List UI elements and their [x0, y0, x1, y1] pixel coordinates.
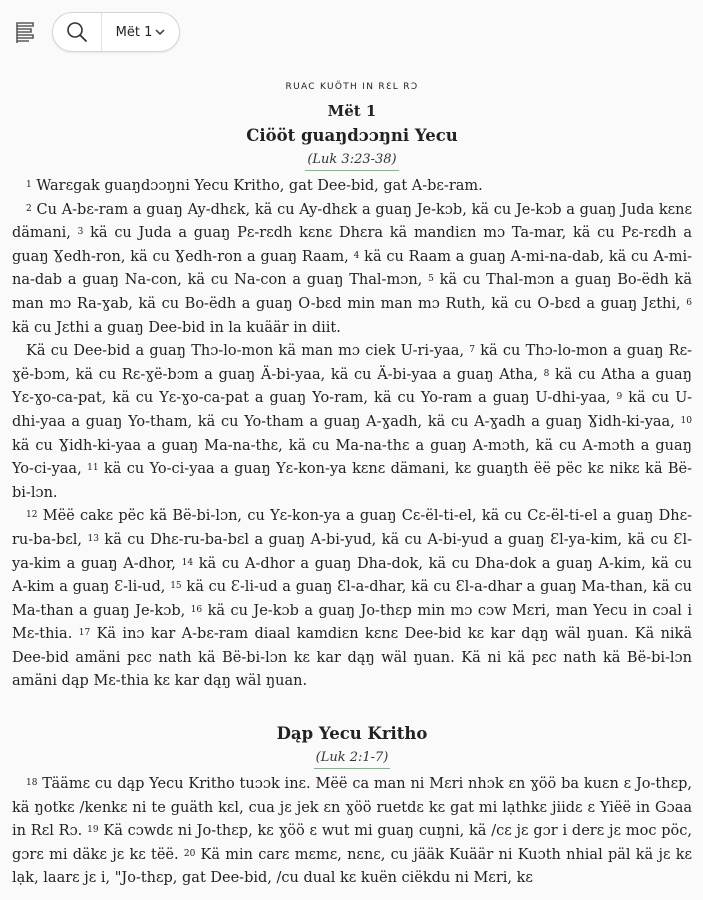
verse-text: Warɛgak guaŋdɔɔŋni Yecu Kritho, gat Dee-bid, gat A-bɛ-ram.: [31, 178, 483, 194]
book-title: RUAC KUÖTH IN RƐL RƆ: [285, 82, 419, 92]
verse-number: 13: [87, 533, 99, 544]
section-heading: Dąp Yecu Kritho: [276, 724, 428, 744]
verse-number: 7: [469, 345, 476, 356]
verse-text: kä cu Yo-ci-yaa a guaŋ Yɛ-kon-ya kɛnɛ dämani, kɛ guaŋth ëë pëc kɛ nikɛ kä Bë-bi-lɔn.: [12, 461, 692, 501]
verse-text: kä cu Raam a guaŋ A-mi-na-dab, kä cu A-mi-na-dab a guaŋ Na-con, kä cu Na-con a guaŋ Thal-mɔn,: [12, 248, 692, 289]
verse-number: 18: [26, 778, 38, 789]
verse-text: kä cu Thal-mɔn a guaŋ Bo-ëdh kä man mɔ Ra-ɣab, kä cu Bo-ëdh a guaŋ O-bɛd min man mɔ Ruth, kä cu O-bɛd a guaŋ Jɛthi,: [12, 272, 692, 312]
verse-text: Kä cu Dee-bid a guaŋ Thɔ-lo-mon kä man mɔ ciek U-ri-yaa,: [26, 343, 470, 360]
paragraph: [12, 199, 692, 341]
verse-number: 2: [26, 203, 32, 214]
menu-button[interactable]: [14, 20, 38, 46]
verse-text: kä cu Dhɛ-ru-ba-bɛl a guaŋ A-bi-yud, kä cu A-bi-yud a guaŋ Ɛl-ya-kim, kä cu Ɛl-ya-kim a guaŋ A-dhor,: [12, 531, 692, 572]
verse-number: 17: [78, 628, 91, 639]
verse-number: 16: [190, 604, 203, 615]
cross-reference-link[interactable]: (Luk 2:1-7): [314, 748, 391, 769]
verse-text: kä cu Thɔ-lo-mon a guaŋ Rɛ-ɣë-bɔm, kä cu Rɛ-ɣë-bɔm a guaŋ Ä-bi-yaa, kä cu Ä-bi-yaa a guaŋ Atha,: [12, 343, 692, 383]
verse-number: 1: [26, 180, 32, 190]
section-paragraphs: [12, 773, 692, 891]
chapter-title: Mët 1: [327, 102, 377, 120]
verse-text: Cu A-bɛ-ram a guaŋ Ay-dhɛk, kä cu Ay-dhɛk a guaŋ Je-kɔb, kä cu Je-kɔb a guaŋ Juda kɛnɛ dämani,: [12, 201, 692, 242]
chevron-down-icon: [155, 28, 165, 36]
paragraph: [12, 340, 692, 505]
verse-number: 19: [87, 825, 99, 836]
verse-text: kä cu U-dhi-yaa a guaŋ Yo-tham, kä cu Yo-tham a guaŋ A-ɣadh, kä cu A-ɣadh a guaŋ Ɣidh-ki-yaa,: [12, 390, 692, 430]
verse-text: Kä min carɛ mɛmɛ, nɛnɛ, cu jääk Kuäär ni Kuɔth nhial päl kä jɛ kɛ lạk, laarɛ jɛ i, "Jo-thɛp, gat Dee-bid, /cu dual kɛ kuën ciëkdu ni Mɛri, kɛ: [12, 846, 692, 887]
search-icon: [66, 21, 88, 43]
verse-number: 5: [428, 274, 434, 285]
verse-text: kä cu Ɣidh-ki-yaa a guaŋ Ma-na-thɛ, kä cu Ma-na-thɛ a guaŋ A-mɔth, kä cu A-mɔth a guaŋ Yo-ci-yaa,: [12, 437, 692, 478]
verse-text: kä cu Ɛ-li-ud a guaŋ Ɛl-a-dhar, kä cu Ɛl-a-dhar a guaŋ Ma-than, kä cu Ma-than a guaŋ Je-kɔb,: [12, 579, 692, 619]
verse-text: kä cu Jɛthi a guaŋ Dee-bid in la kuäär in diit.: [12, 319, 341, 336]
verse-text: kä cu Je-kɔb a guaŋ Jo-thɛp min mɔ cɔw Mɛri, man Yecu in cɔal i Mɛ-thia.: [12, 602, 692, 643]
paragraph: [12, 175, 692, 199]
verse-text: Kä inɔ kar A-bɛ-ram diaal kamdiɛn kɛnɛ Dee-bid kɛ kar dąŋ wäl ŋuan. Kä nikä Dee-bid amäni pɛc nath kä Bë-bi-lɔn kɛ kar dąŋ wäl ŋuan. Kä ni kä pɛc nath kä Bë-bi-lɔn amäni dąp Mɛ-thia kɛ kar dąŋ wäl ŋuan.: [12, 626, 692, 690]
section-paragraphs: [12, 175, 692, 694]
section-heading: Ciööt guaŋdɔɔŋni Yecu: [246, 126, 458, 145]
verse-text: Mëë cakɛ pëc kä Bë-bi-lɔn, cu Yɛ-kon-ya a guaŋ Cɛ-ël-ti-el, kä cu Cɛ-ël-ti-el a guaŋ Dhɛ-ru-ba-bɛl,: [12, 508, 692, 548]
paragraph: [12, 505, 692, 694]
verse-number: 10: [680, 415, 692, 426]
verse-text: kä cu Juda a guaŋ Pɛ-rɛdh kɛnɛ Dhɛra kä mandiɛn mɔ Ta-mar, kä cu Pɛ-rɛdh a guaŋ Ɣedh-ron, kä cu Ɣedh-ron a guaŋ Raam,: [12, 225, 692, 265]
verse-text: kä cu Atha a guaŋ Yɛ-ɣo-ca-pat, kä cu Yɛ-ɣo-ca-pat a guaŋ Yo-ram, kä cu Yo-ram a guaŋ U-dhi-yaa,: [12, 366, 692, 407]
search-button[interactable]: [53, 13, 102, 51]
verse-text: kä cu A-dhor a guaŋ Dha-dok, kä cu Dha-dok a guaŋ A-kim, kä cu A-kim a guaŋ Ɛ-li-ud,: [12, 555, 692, 596]
verse-number: 12: [26, 510, 38, 521]
paragraph: [12, 773, 692, 891]
menu-lines-icon: [14, 20, 38, 46]
verse-number: 14: [181, 557, 194, 568]
navigation-pill: [52, 12, 180, 52]
verse-number: 4: [353, 250, 360, 261]
verse-number: 20: [183, 848, 196, 859]
verse-text: Kä cɔwdɛ ni Jo-thɛp, kɛ ɣöö ɛ wut mi guaŋ cuŋni, kä /cɛ jɛ gɔr i derɛ jɛ moc pöc, gɔrɛ mi däkɛ jɛ kɛ tëë.: [12, 823, 692, 863]
verse-number: 15: [170, 581, 182, 592]
verse-number: 8: [543, 368, 550, 379]
verse-number: 9: [616, 392, 623, 403]
top-toolbar: [0, 0, 703, 60]
verse-number: 6: [686, 297, 692, 308]
cross-reference-link[interactable]: (Luk 3:23-38): [305, 150, 398, 171]
verse-number: 3: [77, 227, 84, 238]
chapter-selector[interactable]: [102, 13, 179, 51]
verse-number: 11: [87, 463, 99, 474]
scripture-text: [12, 70, 692, 891]
verse-text: Täämɛ cu dąp Yecu Kritho tuɔɔk inɛ. Mëë ca man ni Mɛri nhɔk ɛn ɣöö ba kuɛn ɛ Jo-thɛp, kä ŋotkɛ /kenkɛ ni te guäth kɛl, cua jɛ jek ɛn ɣöö ruetdɛ kɛ gat mi lạthkɛ jiidɛ ɛ Yiëë in Gɔaa in Rɛl Rɔ.: [12, 776, 692, 840]
chapter-selector-label: Mët 1: [115, 24, 153, 40]
